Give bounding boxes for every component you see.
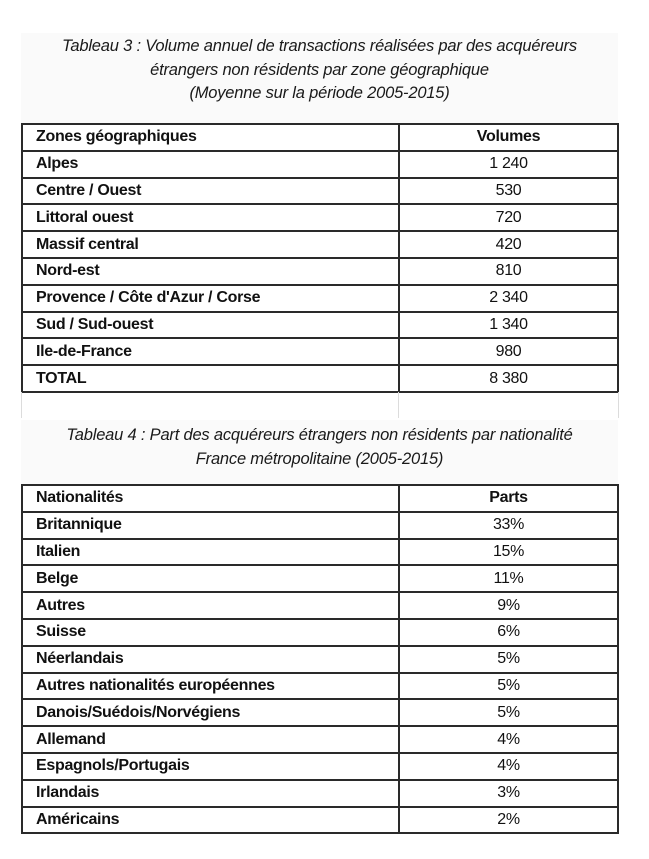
column-header-nationalites: Nationalités [22, 485, 399, 512]
column-header-parts: Parts [399, 485, 618, 512]
total-label: TOTAL [22, 365, 399, 392]
table-row [22, 539, 618, 566]
row-value: 5% [399, 673, 618, 700]
table-row [22, 285, 618, 312]
grid-line [398, 392, 399, 418]
table-row [22, 512, 618, 539]
row-value: 420 [399, 231, 618, 258]
row-label: Néerlandais [22, 646, 399, 673]
table-row [22, 592, 618, 619]
table-row [22, 338, 618, 365]
row-label: Massif central [22, 231, 399, 258]
row-value: 4% [399, 726, 618, 753]
table-row [22, 726, 618, 753]
table-row [22, 619, 618, 646]
row-value: 530 [399, 178, 618, 205]
row-label: Alpes [22, 151, 399, 178]
table-row [22, 673, 618, 700]
caption-line: Tableau 3 : Volume annuel de transactions réalisées par des acquéreurs [62, 37, 577, 55]
volumes-by-zone-table [21, 123, 619, 393]
row-label: Autres [22, 592, 399, 619]
caption-line: France métropolitaine (2005-2015) [195, 449, 444, 468]
table-3-caption [21, 33, 618, 123]
column-header-volumes: Volumes [399, 124, 618, 151]
row-label: Italien [22, 539, 399, 566]
share-by-nationality-table [21, 484, 619, 834]
table-row [22, 151, 618, 178]
row-label: Provence / Côte d'Azur / Corse [22, 285, 399, 312]
table-row [22, 312, 618, 339]
faint-gridlines [21, 392, 619, 418]
row-value: 2% [399, 807, 618, 834]
row-value: 2 340 [399, 285, 618, 312]
row-label: Autres nationalités européennes [22, 673, 399, 700]
column-header-zones: Zones géographiques [22, 124, 399, 151]
table-row [22, 699, 618, 726]
table-header-row [22, 485, 618, 512]
row-value: 810 [399, 258, 618, 285]
caption-line: Tableau 4 : Part des acquéreurs étrangers non résidents par nationalité [66, 426, 573, 444]
row-value: 11% [399, 565, 618, 592]
row-value: 9% [399, 592, 618, 619]
row-label: Américains [22, 807, 399, 834]
table-4-caption [21, 420, 618, 484]
row-label: Allemand [22, 726, 399, 753]
row-value: 980 [399, 338, 618, 365]
table-row [22, 178, 618, 205]
grid-line [21, 392, 22, 418]
table-row [22, 780, 618, 807]
grid-line [618, 392, 619, 418]
row-value: 3% [399, 780, 618, 807]
table-header-row [22, 124, 618, 151]
row-value: 720 [399, 204, 618, 231]
row-label: Nord-est [22, 258, 399, 285]
row-label: Belge [22, 565, 399, 592]
row-value: 5% [399, 699, 618, 726]
table-row [22, 204, 618, 231]
row-label: Danois/Suédois/Norvégiens [22, 699, 399, 726]
total-row [22, 365, 618, 392]
row-label: Centre / Ouest [22, 178, 399, 205]
row-label: Littoral ouest [22, 204, 399, 231]
row-label: Britannique [22, 512, 399, 539]
table-row [22, 565, 618, 592]
table-row [22, 646, 618, 673]
row-value: 1 240 [399, 151, 618, 178]
row-value: 5% [399, 646, 618, 673]
row-label: Espagnols/Portugais [22, 753, 399, 780]
table-row [22, 807, 618, 834]
row-label: Suisse [22, 619, 399, 646]
row-value: 6% [399, 619, 618, 646]
table-row [22, 258, 618, 285]
row-value: 1 340 [399, 312, 618, 339]
caption-line: étrangers non résidents par zone géographique [150, 60, 489, 79]
row-value: 15% [399, 539, 618, 566]
row-label: Ile-de-France [22, 338, 399, 365]
row-value: 33% [399, 512, 618, 539]
table-row [22, 753, 618, 780]
table-row [22, 231, 618, 258]
row-value: 4% [399, 753, 618, 780]
caption-line: (Moyenne sur la période 2005-2015) [189, 84, 450, 102]
row-label: Irlandais [22, 780, 399, 807]
total-value: 8 380 [399, 365, 618, 392]
row-label: Sud / Sud-ouest [22, 312, 399, 339]
